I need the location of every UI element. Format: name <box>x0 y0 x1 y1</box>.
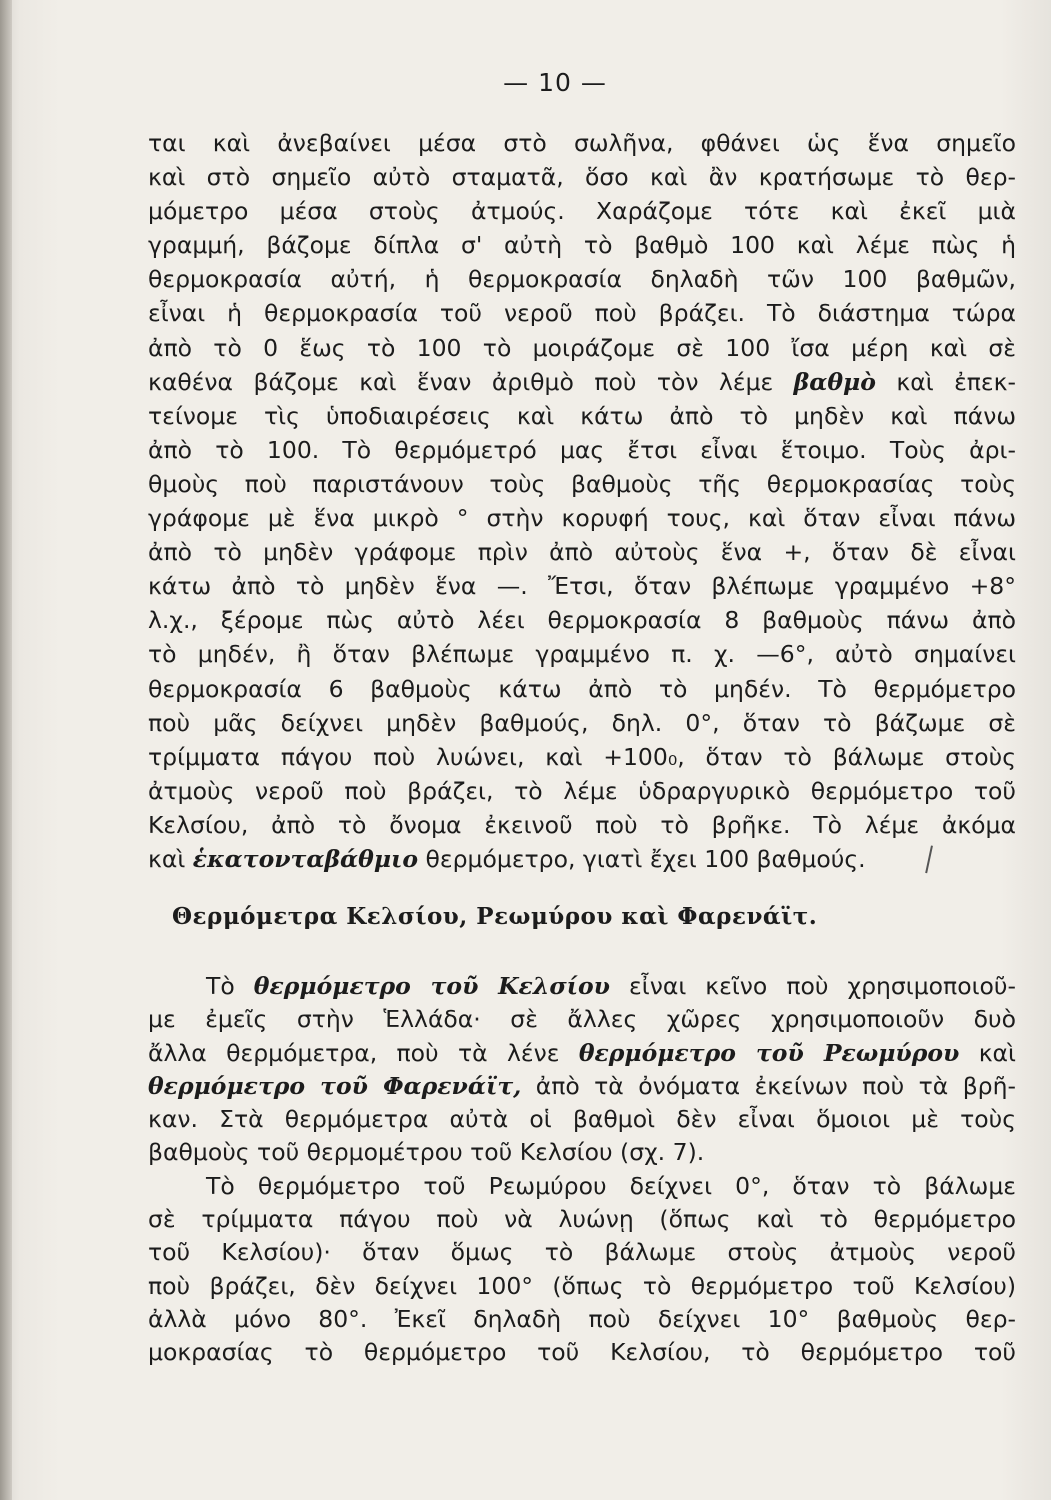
text-line: θμοὺς ποὺ παριστάνουν τοὺς βαθμοὺς τῆς θερμοκρασίας τοὺς <box>148 469 1016 498</box>
text-run: καὶ ἐπεκ- <box>896 367 1016 396</box>
text-line: μόμετρο μέσα στοὺς ἀτμούς. Χαράζομε τότε καὶ ἐκεῖ μιὰ <box>148 197 1016 226</box>
text-line: τοῦ Κελσίου)· ὅταν ὅμως τὸ βάλωμε στοὺς ἀτμοὺς νεροῦ <box>148 1238 1016 1267</box>
text-line: γράφομε μὲ ἕνα μικρὸ ° στὴν κορυφή τους, καὶ ὅταν εἶναι πάνω <box>148 504 1016 533</box>
text-line: ἀπὸ τὸ μηδὲν γράφομε πρὶν ἀπὸ αὐτοὺς ἕνα +, ὅταν δὲ εἶναι <box>148 538 1016 567</box>
text-line: τρίμματα πάγου ποὺ λυώνει, καὶ +100₀, ὅταν τὸ βάλωμε στοὺς <box>148 742 1016 771</box>
text-line <box>148 1070 1016 1103</box>
paragraph-thermometer-calibration <box>148 126 1016 876</box>
text-line <box>148 365 1016 399</box>
text-line: Κελσίου, ἀπὸ τὸ ὄνομα ἐκεινοῦ ποὺ τὸ βρῆκε. Τὸ λέμε ἀκόμα <box>148 810 1016 839</box>
text-run: καὶ <box>978 1038 1016 1067</box>
page-number: — 10 — <box>503 68 607 97</box>
text-line: βαθμοὺς τοῦ θερμομέτρου τοῦ Κελσίου (σχ. 7). <box>148 1138 705 1167</box>
text-line: τὸ μηδέν, ἢ ὅταν βλέπωμε γραμμένο π. χ. —6°, αὐτὸ σημαίνει <box>148 640 1016 669</box>
page-binding-edge <box>0 0 12 1500</box>
text-line <box>148 970 1016 1003</box>
emphasis-term-reaumur: θερμόμετρο τοῦ Ρεωμύρου <box>578 1038 960 1067</box>
text-line: εἶναι ἡ θερμοκρασία τοῦ νεροῦ ποὺ βράζει. Τὸ διάστημα τώρα <box>148 299 1016 328</box>
text-line: ἀπὸ τὸ 100. Τὸ θερμόμετρό μας ἔτσι εἶναι ἕτοιμο. Τοὺς ἀρι- <box>148 435 1016 464</box>
text-line: καν. Στὰ θερμόμετρα αὐτὰ οἱ βαθμοὶ δὲν εἶναι ὅμοιοι μὲ τοὺς <box>148 1105 1016 1134</box>
text-line <box>148 842 1016 876</box>
text-line: λ.χ., ξέρομε πὼς αὐτὸ λέει θερμοκρασία 8 βαθμοὺς πάνω ἀπὸ <box>148 606 1016 635</box>
text-line: κάτω ἀπὸ τὸ μηδὲν ἕνα —. Ἔτσι, ὅταν βλέπωμε γραμμένο +8° <box>148 572 1016 601</box>
text-line: ποὺ βράζει, δὲν δείχνει 100° (ὅπως τὸ θερμόμετρο τοῦ Κελσίου) <box>148 1271 1016 1300</box>
text-line: ποὺ μᾶς δείχνει μηδὲν βαθμούς, δηλ. 0°, ὅταν τὸ βάζωμε σὲ <box>148 708 1016 737</box>
text-line: ἀλλὰ μόνο 80°. Ἐκεῖ δηλαδὴ ποὺ δείχνει 10° βαθμοὺς θερ- <box>148 1304 1016 1333</box>
text-line: Τὸ θερμόμετρο τοῦ Ρεωμύρου δείχνει 0°, ὅταν τὸ βάλωμε <box>206 1171 1016 1200</box>
text-run: θερμόμετρο, γιατὶ ἔχει 100 βαθμούς. <box>425 844 866 873</box>
text-line: θερμοκρασία αὐτή, ἡ θερμοκρασία δηλαδὴ τῶν 100 βαθμῶν, <box>148 265 1016 294</box>
emphasis-term-celsius: θερμόμετρο τοῦ Κελσίου <box>253 972 610 1000</box>
text-line: ἀτμοὺς νεροῦ ποὺ βράζει, τὸ λέμε ὑδραργυρικὸ θερμόμετρο τοῦ <box>148 776 1016 805</box>
text-line: τείνομε τὶς ὑποδιαιρέσεις καὶ κάτω ἀπὸ τὸ μηδὲν καὶ πάνω <box>148 401 1016 430</box>
emphasis-term-fahrenheit: θερμόμετρο τοῦ Φαρενάϊτ, <box>148 1071 522 1100</box>
text-line: σὲ τρίμματα πάγου ποὺ νὰ λυώνῃ (ὅπως καὶ τὸ θερμόμετρο <box>148 1205 1016 1234</box>
text-run: Τὸ <box>206 972 235 1000</box>
emphasis-term-vathmo: βαθμὸ <box>793 367 876 396</box>
text-line <box>148 1037 1016 1070</box>
text-line: ἀπὸ τὸ 0 ἕως τὸ 100 τὸ μοιράζομε σὲ 100 ἴσα μέρη καὶ σὲ <box>148 333 1016 362</box>
text-line: μοκρασίας τὸ θερμόμετρο τοῦ Κελσίου, τὸ θερμόμετρο τοῦ <box>148 1338 1016 1367</box>
text-line: καὶ στὸ σημεῖο αὐτὸ σταματᾶ, ὅσο καὶ ἂν κρατήσωμε τὸ θερ- <box>148 163 1016 192</box>
text-run: καὶ <box>148 844 186 873</box>
text-line: με ἐμεῖς στὴν Ἑλλάδα· σὲ ἄλλες χῶρες χρησιμοποιοῦν δυὸ <box>148 1005 1016 1034</box>
section-heading: Θερμόμετρα Κελσίου, Ρεωμύρου καὶ Φαρενάϊτ. <box>172 903 818 930</box>
text-line: ται καὶ ἀνεβαίνει μέσα στὸ σωλῆνα, φθάνει ὡς ἕνα σημεῖο <box>148 129 1016 157</box>
text-line: θερμοκρασία 6 βαθμοὺς κάτω ἀπὸ τὸ μηδέν. Τὸ θερμόμετρο <box>148 674 1016 703</box>
text-line: γραμμή, βάζομε δίπλα σ' αὐτὴ τὸ βαθμὸ 100 καὶ λέμε πὼς ἡ <box>148 231 1016 260</box>
text-run: ἄλλα θερμόμετρα, ποὺ τὰ λένε <box>148 1038 560 1067</box>
text-run: ἀπὸ τὰ ὀνόματα ἐκείνων ποὺ τὰ βρῆ- <box>535 1071 1016 1100</box>
text-run: καθένα βάζομε καὶ ἕναν ἀριθμὸ ποὺ τὸν λέμε <box>148 367 774 396</box>
text-run: εἶναι κεῖνο ποὺ χρησιμοποιοῦ- <box>629 972 1016 1000</box>
paragraph-thermometer-types <box>148 970 1016 1370</box>
emphasis-term-ekatontavathmio: ἑκατονταβάθμιο <box>192 844 419 873</box>
